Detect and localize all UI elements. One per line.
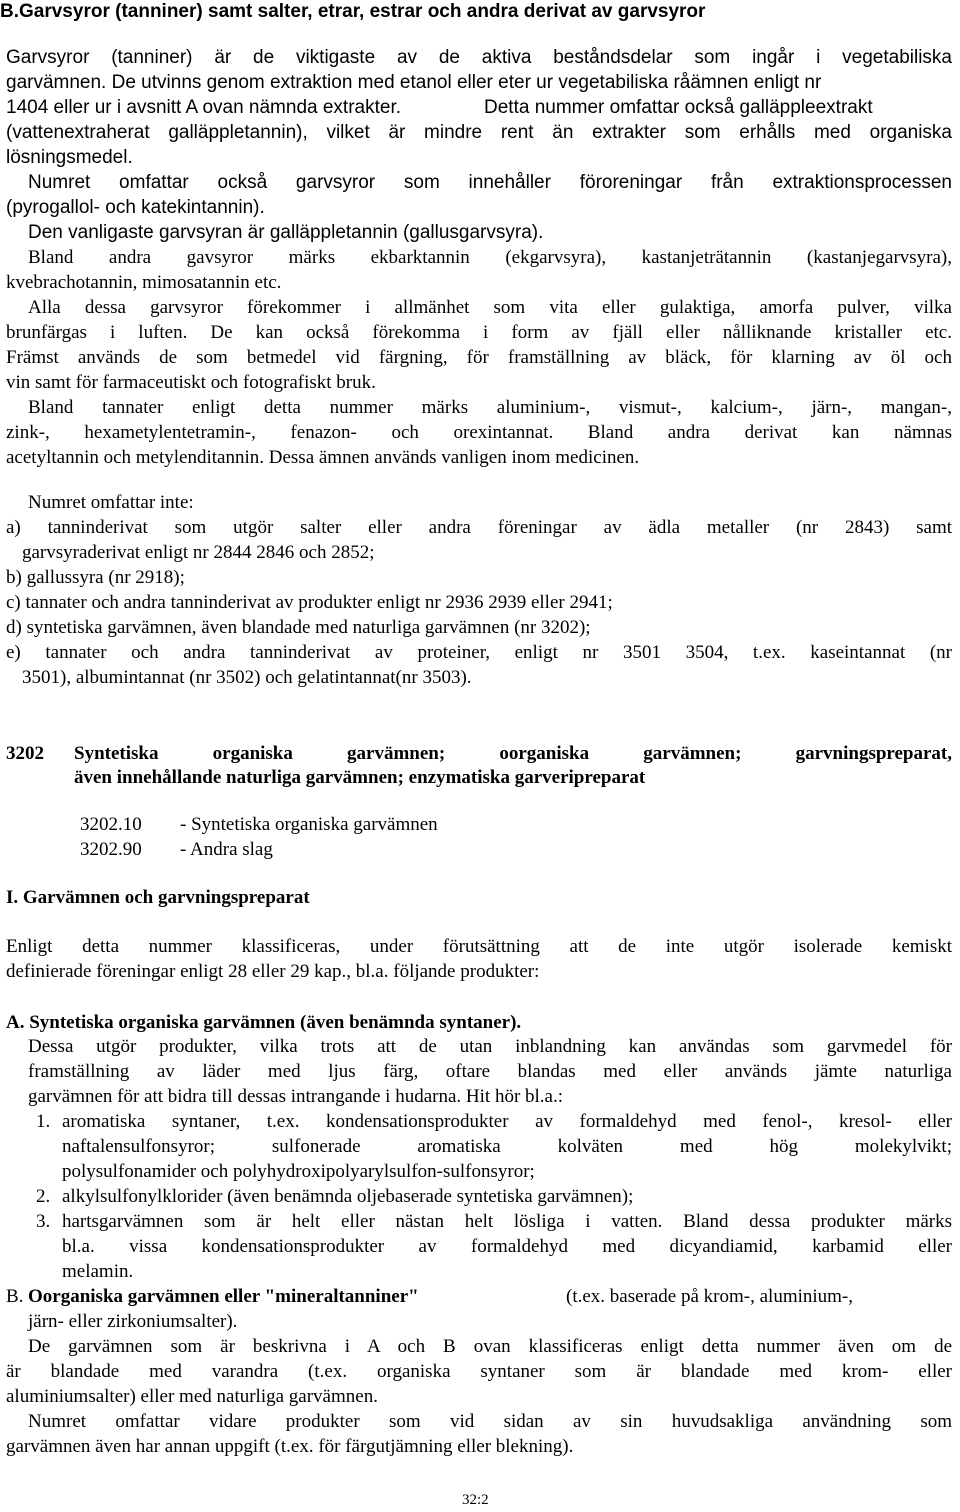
- subsection-heading: Oorganiska garvämnen eller "mineraltanniner": [28, 1286, 419, 1307]
- paragraph-line: (pyrogallol- och katekintannin).: [6, 197, 265, 218]
- subheading-text: - Syntetiska organiska garvämnen: [180, 814, 438, 835]
- section-heading: B.Garvsyror (tanniner) samt salter, etrar, estrar och andra derivat av garvsyror: [0, 1, 706, 22]
- heading-title-line: Syntetiska organiska garvämnen; oorganiska garvämnen; garvningspreparat,: [74, 743, 952, 764]
- list-item-line: alkylsulfonylklorider (även benämnda oljebaserade syntetiska garvämnen);: [62, 1186, 634, 1207]
- subheading-code: 3202.10: [80, 814, 142, 835]
- paragraph-line: framställning av läder med ljus färg, oftare blandas med eller används jämte naturliga: [28, 1061, 952, 1082]
- list-item-line: hartsgarvämnen som är helt eller nästan helt lösliga i vatten. Bland dessa produkter märks: [62, 1211, 952, 1232]
- exclusion-item: garvsyraderivat enligt nr 2844 2846 och 2852;: [22, 542, 375, 563]
- subsection-heading-rest: (t.ex. baserade på krom-, aluminium-,: [566, 1286, 854, 1307]
- exclusion-item: b) gallussyra (nr 2918);: [6, 567, 185, 588]
- exclusion-item: 3501), albumintannat (nr 3502) och gelatintannat(nr 3503).: [22, 667, 472, 688]
- paragraph-line: är blandade med varandra (t.ex. organiska syntaner som är blandade med krom- eller: [6, 1361, 952, 1382]
- exclusions-intro: Numret omfattar inte:: [28, 492, 194, 513]
- paragraph-line: garvämnen. De utvinns genom extraktion med etanol eller eter ur vegetabiliska råämnen enligt nr: [6, 72, 822, 93]
- paragraph-line: aluminiumsalter) eller med naturliga garvämnen.: [6, 1386, 378, 1407]
- paragraph-line: Numret omfattar också garvsyror som innehåller föroreningar från extraktionsprocessen: [28, 172, 952, 193]
- paragraph-line: definierade föreningar enligt 28 eller 29 kap., bl.a. följande produkter:: [6, 961, 540, 982]
- list-number: 2.: [36, 1186, 51, 1207]
- paragraph-line: Garvsyror (tanniner) är de viktigaste av de aktiva beståndsdelar som ingår i vegetabiliska: [6, 47, 952, 68]
- paragraph-line: garvämnen för att bidra till dessas intrangande i hudarna. Hit hör bl.a.:: [28, 1086, 564, 1107]
- heading-number: 3202: [6, 743, 44, 764]
- paragraph-line: Främst används de som betmedel vid färgning, för framställning av bläck, för klarning av öl och: [6, 347, 952, 368]
- paragraph-line: Numret omfattar vidare produkter som vid sidan av sin huvudsakliga användning som: [28, 1411, 952, 1432]
- exclusion-item: d) syntetiska garvämnen, även blandade med naturliga garvämnen (nr 3202);: [6, 617, 591, 638]
- list-number: 3.: [36, 1211, 51, 1232]
- paragraph-line: garvämnen även har annan uppgift (t.ex. för färgutjämning eller blekning).: [6, 1436, 574, 1457]
- subheading-code: 3202.90: [80, 839, 142, 860]
- subheading-text: - Andra slag: [180, 839, 273, 860]
- exclusion-item: c) tannater och andra tanninderivat av produkter enligt nr 2936 2939 eller 2941;: [6, 592, 613, 613]
- paragraph-line: Bland andra gavsyror märks ekbarktannin (ekgarvsyra), kastanjeträtannin (kastanjegarvsyra),: [28, 247, 952, 268]
- list-item-line: melamin.: [62, 1261, 134, 1282]
- paragraph-line: Den vanligaste garvsyran är galläppletannin (gallusgarvsyra).: [28, 222, 544, 243]
- paragraph-line: vin samt för farmaceutiskt och fotografiskt bruk.: [6, 372, 376, 393]
- paragraph-line: brunfärgas i luften. De kan också förekomma i form av fjäll eller nålliknande kristaller etc.: [6, 322, 952, 343]
- paragraph-line: kvebrachotannin, mimosatannin etc.: [6, 272, 282, 293]
- subsection-heading: A. Syntetiska organiska garvämnen (även benämnda syntaner).: [6, 1012, 522, 1033]
- list-item-line: polysulfonamider och polyhydroxipolyarylsulfon-sulfonsyror;: [62, 1161, 535, 1182]
- paragraph-line: Detta nummer omfattar också galläppleextrakt: [484, 97, 873, 118]
- paragraph-line: 1404 eller ur i avsnitt A ovan nämnda extrakter.: [6, 97, 402, 118]
- paragraph-line: Bland tannater enligt detta nummer märks aluminium-, vismut-, kalcium-, järn-, mangan-,: [28, 397, 952, 418]
- paragraph-line: Alla dessa garvsyror förekommer i allmänhet som vita eller gulaktiga, amorfa pulver, vilka: [28, 297, 952, 318]
- paragraph-line: De garvämnen som är beskrivna i A och B ovan klassificeras enligt detta nummer även om de: [28, 1336, 952, 1357]
- heading-title-line: även innehållande naturliga garvämnen; enzymatiska garveripreparat: [74, 767, 646, 788]
- list-number: 1.: [36, 1111, 51, 1132]
- exclusion-item: a) tanninderivat som utgör salter eller andra föreningar av ädla metaller (nr 2843) samt: [6, 517, 952, 538]
- paragraph-line: lösningsmedel.: [6, 147, 133, 168]
- paragraph-line: Enligt detta nummer klassificeras, under förutsättning att de inte utgör isolerade kemiskt: [6, 936, 952, 957]
- page-number: 32:2: [462, 1492, 489, 1508]
- list-item-line: aromatiska syntaner, t.ex. kondensationsprodukter av formaldehyd med fenol-, kresol- eller: [62, 1111, 952, 1132]
- paragraph-line: (vattenextraherat galläppletannin), vilket är mindre rent än extrakter som erhålls med organiska: [6, 122, 952, 143]
- list-item-line: bl.a. vissa kondensationsprodukter av formaldehyd med dicyandiamid, karbamid eller: [62, 1236, 952, 1257]
- subsection-label: B.: [6, 1286, 24, 1307]
- paragraph-line: Dessa utgör produkter, vilka trots att de utan inblandning kan användas som garvmedel för: [28, 1036, 952, 1057]
- list-item-line: naftalensulfonsyror; sulfonerade aromatiska kolväten med hög molekylvikt;: [62, 1136, 952, 1157]
- part-heading: I. Garvämnen och garvningspreparat: [6, 887, 310, 908]
- paragraph-line: zink-, hexametylentetramin-, fenazon- och orexintannat. Bland andra derivat kan nämnas: [6, 422, 952, 443]
- paragraph-line: järn- eller zirkoniumsalter).: [28, 1311, 238, 1332]
- paragraph-line: acetyltannin och metylenditannin. Dessa ämnen används vanligen inom medicinen.: [6, 447, 640, 468]
- exclusion-item: e) tannater och andra tanninderivat av proteiner, enligt nr 3501 3504, t.ex. kaseintannat (nr: [6, 642, 952, 663]
